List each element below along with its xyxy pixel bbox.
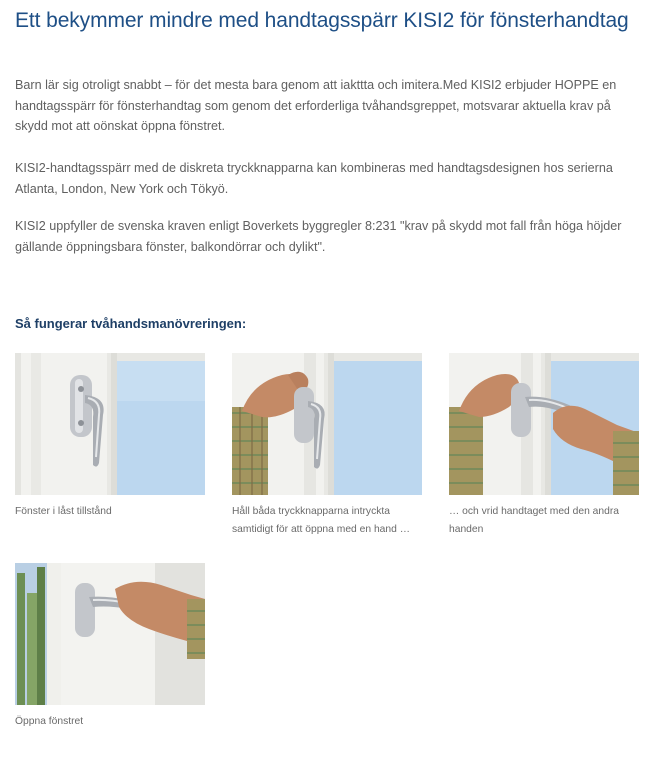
window-handle-locked-illustration [15, 353, 205, 495]
step-open-window [15, 563, 205, 731]
step-turn-handle [449, 353, 639, 539]
step-press-buttons-image [232, 353, 422, 495]
step-press-buttons [232, 353, 422, 539]
step-locked-image [15, 353, 205, 495]
step-turn-handle-image [449, 353, 639, 495]
step-open-window-caption: Öppna fönstret [15, 716, 84, 727]
opened-window-illustration [15, 563, 205, 705]
step-locked [15, 353, 205, 521]
regulation-paragraph: KISI2 uppfyller de svenska kraven enligt Boverkets byggregler 8:231 "krav på skydd mot fall från höga höjder gällande öppningsbara fönster, balkondörrar och dylikt". [15, 219, 622, 254]
step-turn-handle-caption: … och vrid handtaget med den andra handen [449, 506, 620, 535]
page-title: Ett bekymmer mindre med handtagsspärr KISI2 för fönsterhandtag [15, 9, 629, 32]
step-locked-caption: Fönster i låst tillstånd [15, 506, 112, 517]
section-title: Så fungerar tvåhandsmanövreringen: [15, 316, 247, 331]
hand-pressing-buttons-illustration [232, 353, 422, 495]
two-hands-turning-illustration [449, 353, 639, 495]
intro-paragraph: Barn lär sig otroligt snabbt – för det mesta bara genom att iakttta och imitera.Med KISI2 erbjuder HOPPE en handtagsspärr för fönsterhandtag som genom det erforderliga tvåhandsgreppet, motsvarar aktuella krav på skydd mot att oönskat öppna fönstret. [15, 78, 617, 133]
step-press-buttons-caption: Håll båda tryckknapparna intryckta samtidigt för att öppna med en hand … [232, 506, 411, 535]
compatibility-paragraph: KISI2-handtagsspärr med de diskreta tryckknapparna kan kombineras med handtagsdesignen hos serierna Atlanta, London, New York och Tökyö. [15, 161, 613, 196]
step-open-window-image [15, 563, 205, 705]
